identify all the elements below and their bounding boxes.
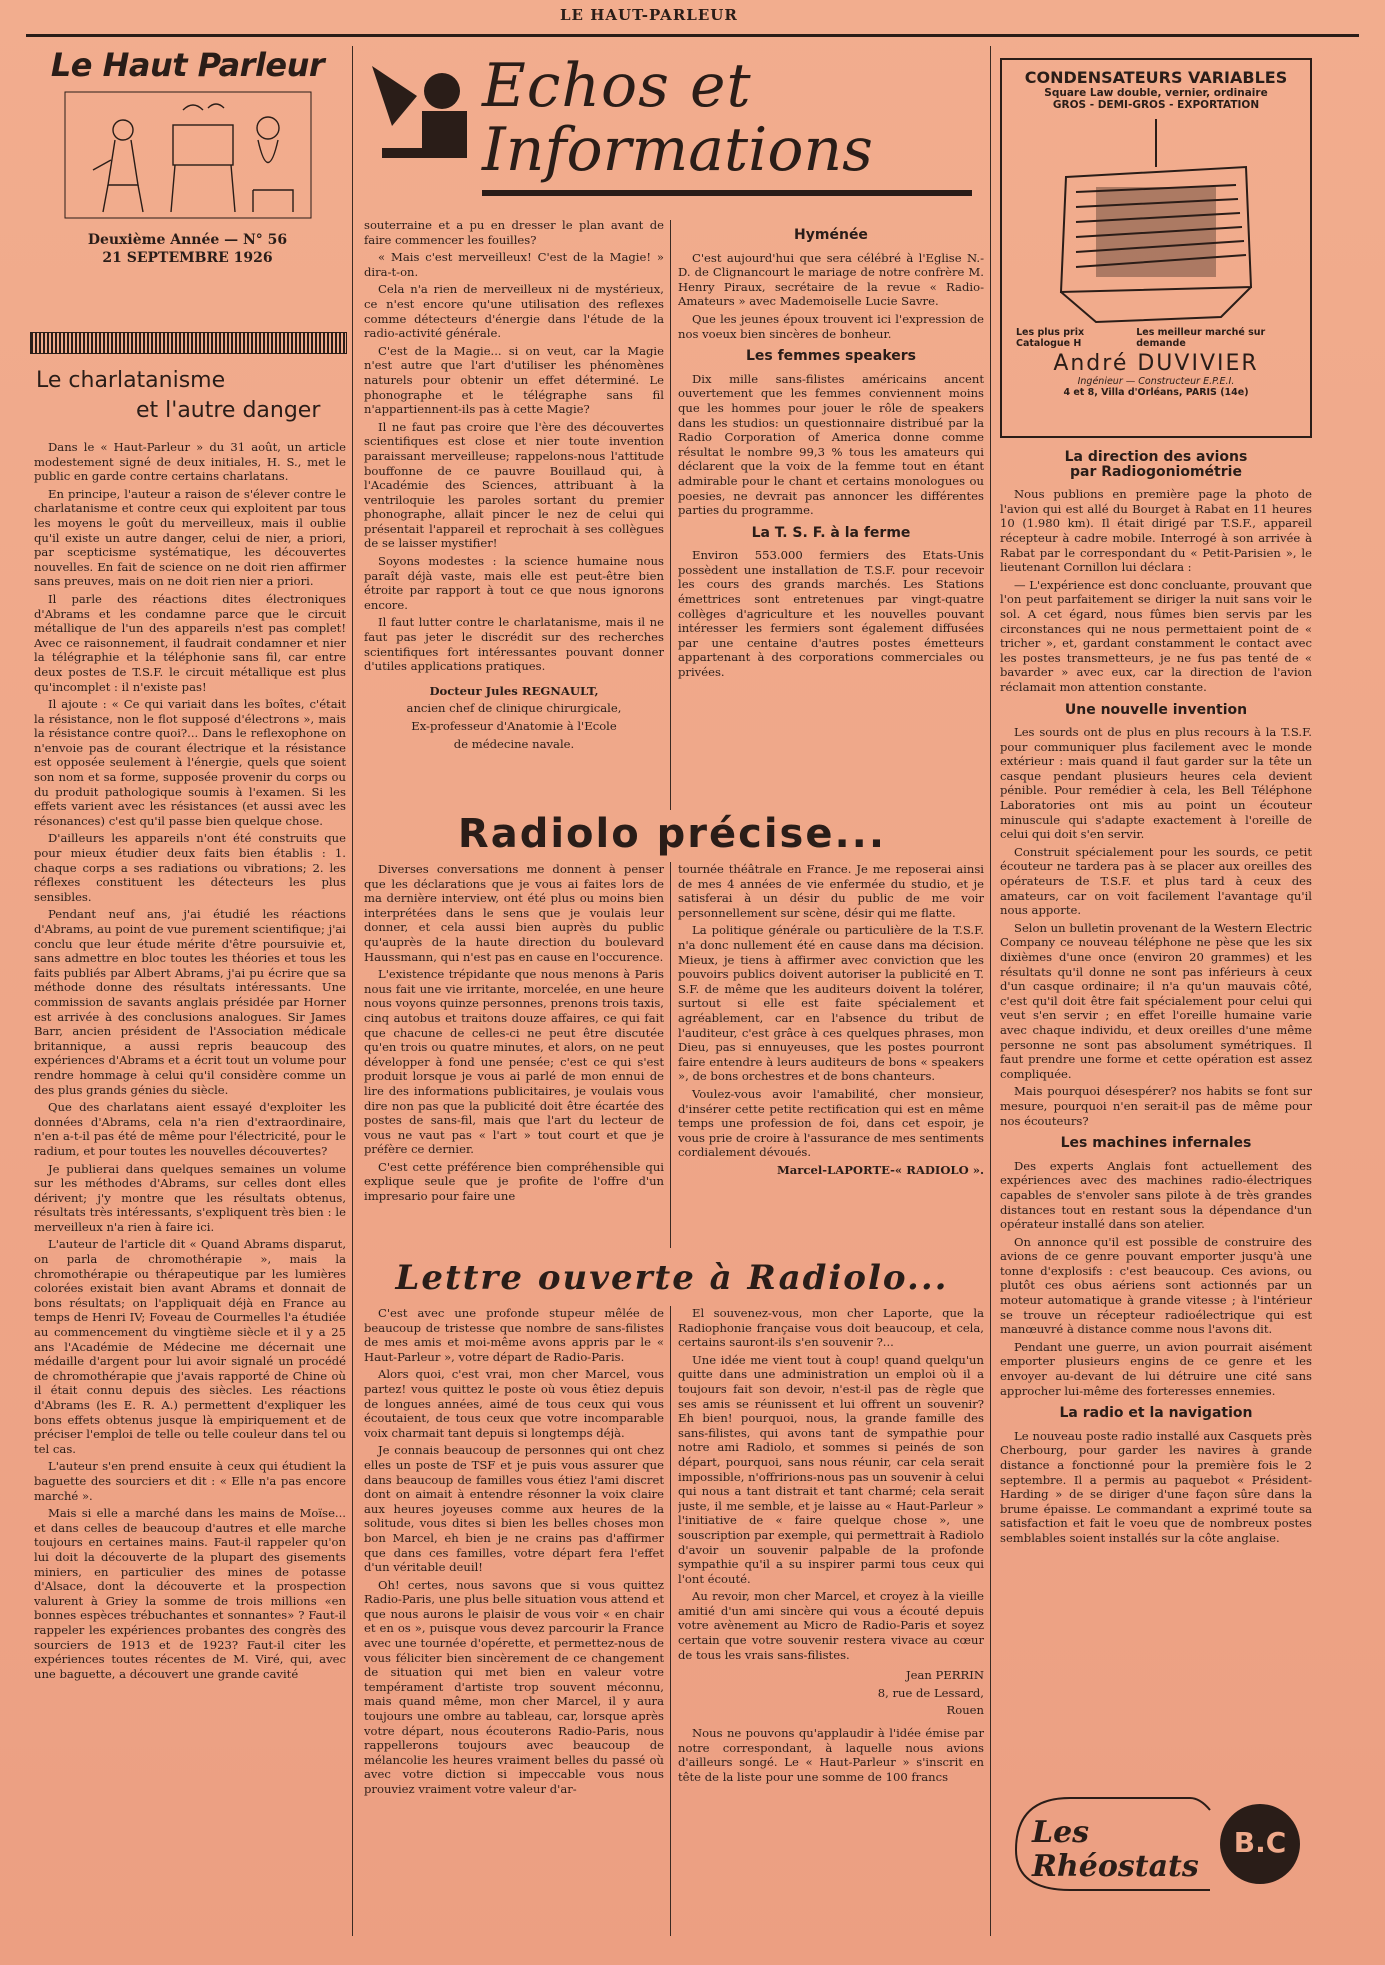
column-rule: [352, 46, 353, 1936]
advert-line: Square Law double, vernier, ordinaire: [1044, 87, 1268, 99]
signature-name: Docteur Jules REGNAULT,: [429, 683, 599, 698]
advert-smallprint-row: [1002, 327, 1310, 349]
paragraph: Pendant une guerre, un avion pourrait aisément emporter plusieurs engins de ce genre et les envoyer au-devant de lui détruire une cité sans approcher lui-même des forteresses ennemies.: [1000, 1339, 1312, 1398]
lettre-signature-name: Jean PERRIN: [905, 1668, 984, 1683]
paragraph: Soyons modestes : la science humaine nous paraît déjà vaste, mais elle est peut-être bien étroite par rapport à tout ce que nous ignorons encore.: [364, 554, 664, 612]
advert-right-text: Les meilleur marché sur demande: [1136, 327, 1266, 349]
heading-line: par Radiogoniométrie: [1070, 463, 1242, 480]
paragraph: Des experts Anglais font actuellement des expériences avec des machines radio-électriques capables de s'envoler sans pilote à de très grandes distances tout en restant sous la dépendance d'un opérateur installé dans son atelier.: [1000, 1158, 1312, 1232]
paragraph: Cela n'a rien de merveilleux ni de mystérieux, ce n'est encore qu'une utilisation des reflexes comme détecteurs d'énergie dans l'étude de la radio-activité générale.: [364, 282, 664, 341]
rheostats-text: Les Rhéostats: [1032, 1815, 1199, 1884]
paragraph: El souvenez-vous, mon cher Laporte, que la Radiophonie française vous doit beaucoup, et cela, certains sauront-ils s'en souvenir ?...: [678, 1306, 984, 1350]
echos-column: [678, 220, 984, 816]
paragraph: D'ailleurs les appareils n'ont été construits que pour mieux étudier deux faits bien établis : 1. chaque corps a ses radiations ou vibrations; 2. les réflexes constituent les détecteurs les plus sensibles.: [34, 831, 346, 904]
lettre-title: Lettre ouverte à Radiolo...: [395, 1258, 949, 1298]
paragraph: C'est aujourd'hui que sera célébré à l'Eglise N.-D. de Clignancourt le mariage de notre confrère M. Henry Piraux, secrétaire de la revue « Radio-Amateurs » avec Mademoiselle Lucie Savre.: [678, 250, 984, 309]
masthead-hatched-bar: [30, 332, 347, 354]
masthead-date: 21 SEPTEMBRE 1926: [102, 250, 273, 266]
paragraph: Nous publions en première page la photo de l'avion qui est allé du Bourget à Rabat en 11 heures 10 (1.980 km). Il était dirigé par T.S.F., appareil récepteur à cadre mobile. Interrogé à son arrivée à Rabat par le correspondant du « Petit-Parisien », le lieutenant Cornillon lui déclara :: [1000, 487, 1312, 575]
paragraph: souterraine et a pu en dresser le plan avant de faire commencer les fouilles?: [364, 218, 664, 247]
paragraph: tournée théâtrale en France. Je me reposerai ainsi de mes 4 années de vie enfermée du studio, et je satisferai à un désir du public de me voir personnellement sur scène, désir qui me flatte.: [678, 862, 984, 920]
paragraph: Une idée me vient tout à coup! quand quelqu'un quitte dans une administration un emploi où il a toujours fait son devoir, n'est-il pas de règle que ses amis se réunissent et lui offrent un souvenir? Eh bien! pourquoi, nous, la grande famille des sans-filistes, qui avons tant de sympathie pour notre ami Radiolo, et sommes si peinés de son départ, pourquoi, sans nous réunir, car cela serait impossible, n'offririons-nous pas un souvenir à celui qui nous a tant distrait et tant charmé; cela serait juste, il me semble, et je laisse au « Haut-Parleur » l'initiative de « faire quelque chose », une souscription par exemple, qui permettrait à Radiolo d'avoir un souvenir palpable de la profonde sympathie qu'il a su inspirer parmi tous ceux qui l'ont écouté.: [678, 1352, 984, 1586]
paragraph: Je connais beaucoup de personnes qui ont chez elles un poste de TSF et je puis vous assurer que dans beaucoup de familles vous étiez l'ami discret dont on aimait à entendre résonner la voix claire aux heures joyeuses comme aux heures de la solitude, vous dites si bien les belles choses mon bon Marcel, eh bien je ne crains pas d'affirmer que dans ces familles, votre départ fera l'effet d'un véritable deuil!: [364, 1443, 664, 1575]
radiolo-left-column: [364, 862, 664, 1250]
paragraph: Dix mille sans-filistes américains ancent ouvertement que les femmes conviennent moins que les hommes pour jouer le rôle de speakers dans les studios: un questionnaire distribué par la Radio Corporation of America donne comme résultat le nombre 99,3 % tous les amateurs qui déclarent que la voix de la femme tout en étant admirable pour le chant et certains monologues ou poesies, ne devrait pas annoncer les différentes parties du programme.: [678, 371, 984, 518]
paragraph: Il parle des réactions dites électroniques d'Abrams et les condamne parce que le circuit métallique de l'un des appareils n'est pas complet! Avec ce raisonnement, il faudrait condamner et nier la télégraphie et la téléphonie sans fil, car entre deux postes de T.S.F. le circuit métallique est plus qu'incomplet : il n'existe pas!: [34, 591, 346, 694]
paragraph: Mais si elle a marché dans les mains de Moïse... et dans celles de beaucoup d'autres et elle marche toujours en certaines mains. Faut-il rappeler qu'on lui doit la découverte de la plupart des gisements miniers, en particulier des mines de potasse d'Alsace, dont la découverte et la prospection valurent à Griey la somme de trois millions «en bonnes espèces trébuchantes et sonnantes» ? Faut-il rappeler les expériences probantes des congrès des sourciers de 1913 et de 1923? Faut-il citer les expériences toutes récentes de M. Viré, qui, avec une baguette, a découvert une grande cavité: [34, 1506, 346, 1681]
column-rule: [670, 1306, 671, 1936]
echos-title-line2: Informations: [482, 115, 873, 185]
paragraph: C'est avec une profonde stupeur mêlée de beaucoup de tristesse que nombre de sans-filistes de mes amis et moi-même avons appris par le « Haut-Parleur », votre départ de Radio-Paris.: [364, 1306, 664, 1364]
running-head: LE HAUT-PARLEUR: [560, 6, 738, 24]
advert-condensateurs: [1000, 58, 1312, 438]
paragraph: Le nouveau poste radio installé aux Casquets près Cherbourg, pour garder les navires à grande distance a fonctionné pour la première fois le 2 septembre. Il a permis au paquebot « Président-Harding » de se diriger d'une façon sûre dans la brume épaisse. Le commandant a exprimé toute sa satisfaction et fait le voeu que de nombreux postes semblables soient installés sur la côte anglaise.: [1000, 1428, 1312, 1545]
lettre-signature-city: Rouen: [946, 1703, 984, 1718]
paragraph: Dans le « Haut-Parleur » du 31 août, un article modestement signé de deux initiales, H. S., met le public en garde contre certains charlatans.: [34, 440, 346, 484]
heading-tsf-ferme: La T. S. F. à la ferme: [751, 524, 911, 541]
heading-hymenee: Hyménée: [794, 227, 868, 243]
paragraph: Je publierai dans quelques semaines un volume sur les méthodes d'Abrams, sur celles dont elles dérivent; j'y montre que les résultats obtenus, résultats très intéressants, s'expliquent très bien : le merveilleux n'a rien à faire ici.: [34, 1161, 346, 1234]
top-rule: [26, 34, 1359, 37]
paragraph: L'auteur de l'article dit « Quand Abrams disparut, on parla de chromothérapie », mais la chromothérapie ou thérapeutique par les lumières colorées existait bien avant Abrams et donnait de bons résultats; on l'appliquait déjà en France au temps de Henri IV; Foveau de Courmelles l'a étudiée au commencement du vingtième siècle et il y a 25 ans l'Académie de Médecine me décernait une médaille d'argent pour lui avoir signalé un procédé de chromothérapie que j'avais rapporté de Chine où il était connu depuis des siècles. Les réactions d'Abrams (les E. R. A.) permettent d'expliquer les bons effets obtenus jusque là empiriquement et de préciser l'emploi de telle ou telle couleur dans tel ou tel cas.: [34, 1237, 346, 1456]
phonograph-icon: [362, 56, 472, 170]
charlatanisme-title-line2: et l'autre danger: [136, 398, 321, 423]
right-column-news: [1000, 446, 1312, 1756]
paragraph: Il faut lutter contre le charlatanisme, mais il ne faut pas jeter le discrédit sur des recherches scientifiques fort intéressantes pouvant donner d'utiles applications pratiques.: [364, 615, 664, 674]
echos-title-underline: [482, 190, 972, 196]
lettre-right-column: [678, 1306, 984, 1936]
masthead: [30, 46, 345, 336]
charlatanisme-body: [34, 440, 346, 1940]
paragraph: Au revoir, mon cher Marcel, et croyez à la vieille amitié d'un ami sincère qui vous a écouté depuis votre avènement au Micro de Radio-Paris et soyez certain que votre souvenir restera vivace au cœur de tous les vrais sans-filistes.: [678, 1589, 984, 1662]
lettre-signature-address: 8, rue de Lessard,: [877, 1685, 984, 1700]
paragraph: Il ne faut pas croire que l'ère des découvertes scientifiques est close et nier toute invention paraissant merveilleuse; rappelons-nous l'attitude bouffonne de ce pauvre Bouillaud qui, à l'Académie des Sciences, attribuant à la ventriloquie les paroles sortant du premier phonographe, allait pincer le nez de celui qui présentait l'appareil et reprochait à ses collègues de se laisser mystifier!: [364, 419, 664, 551]
paragraph: C'est cette préférence bien compréhensible qui explique seule que je profite de l'offre d'un impresario pour faire une: [364, 1159, 664, 1204]
signature-line: Ex-professeur d'Anatomie à l'Ecole: [411, 719, 617, 733]
paragraph: On annonce qu'il est possible de construire des avions de ce genre pouvant emporter jusqu'à une tonne d'explosifs : c'est beaucoup. Ces avions, ou plutôt ces obus aériens sont actionnés par un moteur automatique à grande vitesse ; à l'intérieur se trouve un récepteur radioélectrique qui est manœuvré à distance comme nous l'avons dit.: [1000, 1234, 1312, 1337]
paragraph: Mais pourquoi désespérer? nos habits se font sur mesure, pourquoi n'en serait-il pas de même pour nos écouteurs?: [1000, 1084, 1312, 1128]
radiolo-signature: Marcel-LAPORTE-« RADIOLO ».: [776, 1162, 984, 1177]
condenser-illustration: [1036, 117, 1276, 327]
paragraph: Pendant neuf ans, j'ai étudié les réactions d'Abrams, au point de vue purement scientifique; j'ai conclu que leur étude mérite d'être poursuivie et, sans admettre en bloc toutes les théories et tous les faits publiés par Albert Abrams, j'ai pu écrire que sa méthode donne des résultats intéressants. Une commission de savants anglais présidée par Horner est arrivée à des conclusions analogues. Sir James Barr, ancien président de l'Association médicale britannique, a aussi repris beaucoup des expériences d'Abrams et a écrit tout un volume pour rendre hommage à celui qu'il considère comme un des plus grands génies du siècle.: [34, 907, 346, 1097]
paragraph: « Mais c'est merveilleux! C'est de la Magie! » dira-t-on.: [364, 250, 664, 279]
masthead-illustration: [63, 90, 313, 220]
paragraph: Selon un bulletin provenant de la Western Electric Company ce nouveau téléphone ne pèse que les six dixièmes d'une once (environ 20 grammes) et les résultats qu'il donne ne sont pas inférieurs à ceux d'un casque ordinaire; il n'a qu'un mauvais côté, c'est qu'il doit être fait spécialement pour celui qui veut s'en servir ; en effet l'oreille humaine varie avec chaque individu, et deux oreilles d'une même personne ne sont pas absolument symétriques. Il faut prendre une forme et cette opération est assez compliquée.: [1000, 920, 1312, 1081]
advert-title: CONDENSATEURS VARIABLES: [1024, 68, 1288, 87]
editor-note: Nous ne pouvons qu'applaudir à l'idée émise par notre correspondant, à laquelle nous avions d'ailleurs songé. Le « Haut-Parleur » s'inscrit en tête de la liste pour une somme de 100 francs: [678, 1726, 984, 1784]
masthead-name: Le Haut Parleur: [50, 46, 325, 84]
paragraph: En principe, l'auteur a raison de s'élever contre le charlatanisme et contre ceux qui exploitent par tous les moyens le goût du merveilleux, mais il oublie qu'il existe un autre danger, celui de nier, a priori, par scepticisme systématique, les découvertes nouvelles. En fait de science on ne doit rien affirmer sans preuves, mais on ne doit rien nier a priori.: [34, 486, 346, 589]
heading-nouvelle-invention: Une nouvelle invention: [1064, 701, 1248, 718]
paragraph: C'est de la Magie... si on veut, car la Magie n'est autre que l'art d'utiliser les phénomènes naturels pour obtenir un effet déterminé. Le phonographe et le télégraphe sans fil n'appartiennent-ils pas à cette Magie?: [364, 343, 664, 417]
paragraph: Construit spécialement pour les sourds, ce petit écouteur ne tardera pas à se placer aux oreilles des opérateurs de T.S.F. et plus tard à ceux des amateurs, car on voit facilement l'avantage qu'il nous apporte.: [1000, 844, 1312, 918]
radiolo-title: Radiolo précise...: [457, 811, 887, 857]
radiolo-right-column: [678, 862, 984, 1250]
advert-left-text: Les plus prix Catalogue H: [1016, 327, 1085, 349]
paragraph: L'auteur s'en prend ensuite à ceux qui étudient la baguette des sourciers et dit : « Elle n'a pas encore marché ».: [34, 1459, 346, 1503]
advert-name: André DUVIVIER: [1053, 351, 1259, 376]
paragraph: La politique générale ou particulière de la T.S.F. n'a donc nullement été en cause dans ma décision. Mieux, je tiens à affirmer avec conviction que les pouvoirs publics doivent autoriser la publicité en T. S.F. de même que les auditeurs doivent la tolérer, surtout si elle est faite spécialement et agréablement, car en l'absence du tribut de l'auditeur, c'est grâce à ces quelques phrases, mon Dieu, pas si ennuyeuses, que les postes pourront faire entendre à leurs auditeurs de bons « speakers », de bons orchestres et de bons chanteurs.: [678, 923, 984, 1084]
advert-rheostats: [1010, 1790, 1310, 1898]
heading-radio-navigation: La radio et la navigation: [1059, 1405, 1253, 1422]
heading-direction-avions: [1000, 450, 1312, 479]
paragraph: Les sourds ont de plus en plus recours à la T.S.F. pour communiquer plus facilement avec le monde extérieur : mais quand il faut garder sur la tête un casque pendant plusieurs heures cela devient pénible. Pour remédier à cela, les Bell Téléphone Laboratories ont mis au point un écouteur minuscule qui s'adapte exactement à l'oreille de celui qui doit s'en servir.: [1000, 725, 1312, 842]
paragraph: — L'expérience est donc concluante, prouvant que l'on peut parfaitement se diriger la nuit sans voir le sol. A cet égard, nous fûmes bien servis par les circonstances qui ne nous permettaient point de « tricher », et, gardant constamment le contact avec les postes transmetteurs, je ne fus pas tenté de « bavarder » avec eux, car la direction de l'avion réclamait mon attention constante.: [1000, 577, 1312, 694]
paragraph: Que des charlatans aient essayé d'exploiter les données d'Abrams, cela n'a rien d'extraordinaire, n'en a-t-il pas été de même pour l'électricité, pour le radium, et pour toutes les nouvelles découvertes?: [34, 1100, 346, 1158]
masthead-issue: Deuxième Année — N° 56: [87, 232, 288, 248]
signature-line: de médecine navale.: [453, 736, 575, 751]
charlatanisme-title: [36, 366, 346, 426]
column-rule: [670, 220, 671, 810]
column-rule: [670, 862, 671, 1248]
paragraph: L'existence trépidante que nous menons à Paris nous fait une vie irritante, morcelée, en une heure nous voyons quinze personnes, prenons trois taxis, cinq autobus et traitons douze affaires, ce qui fait que chacune de celles-ci ne peut être discutée qu'en trois ou quatre minutes, et alors, on ne peut développer à fond une pensée; c'est ce qui s'est produit lorsque je vous ai parlé de mon ennui de lire des informations publicitaires, je voulais vous dire non pas que la publicité doit être écartée des postes de sans-fil, mais que l'art du lecteur de vous ne vaut pas « l'art » tout court et que je préfère ce dernier.: [364, 967, 664, 1157]
echos-title-block: [362, 50, 982, 215]
charlatanisme-title-line1: Le charlatanisme: [36, 368, 226, 393]
paragraph: Que les jeunes époux trouvent ici l'expression de nos voeux bien sincères de bonheur.: [678, 311, 984, 341]
advert-sub: Ingénieur — Constructeur E.P.E.I.: [1077, 376, 1235, 387]
advert-address: 4 et 8, Villa d'Orléans, PARIS (14e): [1063, 387, 1249, 398]
signature-line: ancien chef de clinique chirurgicale,: [406, 701, 622, 716]
paragraph: Environ 553.000 fermiers des Etats-Unis possèdent une installation de T.S.F. pour recevoir les cours des grands marchés. Les Stations émettrices sont entretenues par vingt-quatre collèges d'agriculture et les nouvelles pouvant intéresser les fermiers sont également diffusées par une centaine d'autres postes émetteurs appartenant à des corporations commerciales ou privées.: [678, 548, 984, 680]
column-rule: [990, 46, 991, 1936]
paragraph: Il ajoute : « Ce qui variait dans les boîtes, c'était la résistance, non le flot supposé d'électrons », mais la résistance contre quoi?... Dans le reflexophone on n'envoie pas de courant électrique et la résistance est opposée seulement à l'énergie, quels que soient son nom et sa forme, supposée provenir du corps ou du produit pathologique soumis à l'examen. Si les effets varient avec les résistances (et aussi avec les résonances) c'est qu'il passe bien quelque chose.: [34, 697, 346, 828]
heading-line: La direction des avions: [1064, 449, 1248, 465]
regnault-article-continued: [364, 218, 664, 816]
lettre-left-column: [364, 1306, 664, 1936]
paragraph: Voulez-vous avoir l'amabilité, cher monsieur, d'insérer cette petite rectification qui est en même temps une profession de foi, dans cet espoir, je vous prie de croire à l'assurance de mes sentiments cordialement dévoués.: [678, 1086, 984, 1160]
echos-title-line1: Echos et: [482, 51, 752, 121]
paragraph: Oh! certes, nous savons que si vous quittez Radio-Paris, une plus belle situation vous attend et que nous aurons le plaisir de vous voir « en chair et en os », puisque vous devez parcourir la France avec une tournée d'opérette, et permettez-nous de vous féliciter bien sincèrement de ce changement de situation qui met bien en valeur votre tempérament d'artiste trop souvent méconnu, mais quand même, mon cher Marcel, il y aura toujours une ombre au tableau, car, lorsque après votre départ, nous écouterons Radio-Paris, nous rappellerons toujours avec beaucoup de mélancolie les heures vraiment belles du passé où avec votre diction si impeccable vous nous prouviez vraiment votre valeur d'ar-: [364, 1577, 664, 1796]
heading-machines-infernales: Les machines infernales: [1060, 1135, 1252, 1152]
paragraph: Alors quoi, c'est vrai, mon cher Marcel, vous partez! vous quittez le poste où vous êtiez depuis de longues années, aimé de tous ceux qui vous écoutaient, de tous ceux que votre incomparable voix charmait tant depuis si longtemps déjà.: [364, 1367, 664, 1440]
bc-badge-icon: B.C: [1233, 1826, 1287, 1859]
paragraph: Diverses conversations me donnent à penser que les déclarations que je vous ai faites lors de ma dernière interview, ont été plus ou moins bien interprétées dans le sens que je voulais leur donner, et cela aussi bien auprès du public qu'auprès de la haute direction du boulevard Haussmann, qui n'est pas en cause en l'occurence.: [364, 862, 664, 964]
heading-femmes-speakers: Les femmes speakers: [745, 348, 917, 365]
advert-line: GROS - DEMI-GROS - EXPORTATION: [1052, 99, 1260, 111]
